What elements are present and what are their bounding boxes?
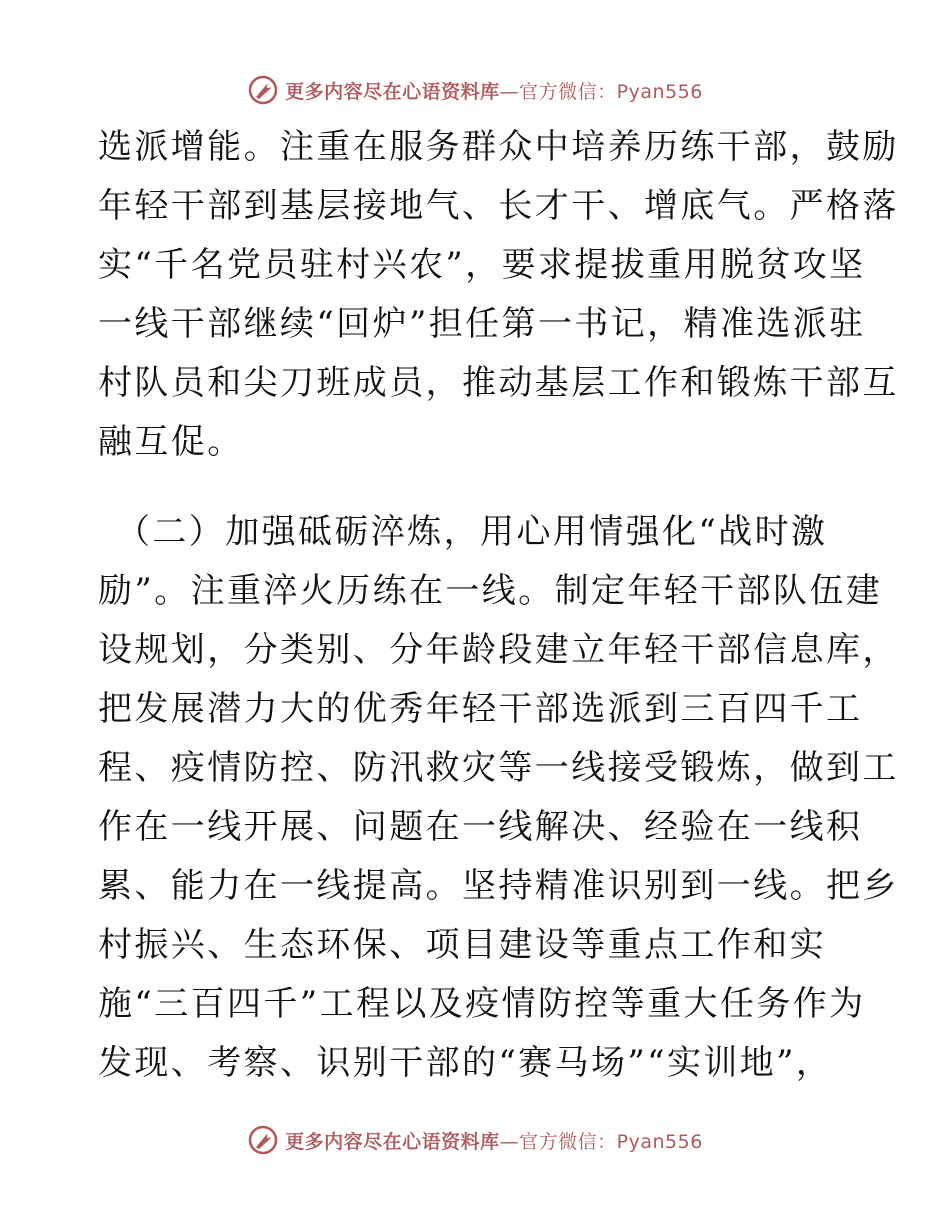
- text-line: 发现、考察、识别干部的“赛马场”“实训地”，: [98, 1043, 833, 1083]
- watermark-wechat: 官方微信：Pyan556: [519, 1130, 703, 1153]
- footer-watermark-banner: [0, 1120, 950, 1160]
- section-heading-line: （二）加强砥砺淬炼，用心用情强化“战时激: [116, 512, 828, 552]
- text-line: 累、能力在一线提高。坚持精准识别到一线。把乡: [98, 866, 899, 906]
- paragraph-1: [98, 118, 899, 472]
- document-body: [98, 118, 899, 1093]
- text-line: 程、疫情防控、防汛救灾等一线接受锻炼，做到工: [98, 748, 899, 788]
- watermark-site-name: 更多内容尽在心语资料库: [285, 80, 500, 103]
- text-line: 把发展潜力大的优秀年轻干部选派到三百四千工: [98, 689, 863, 729]
- text-line: 励”。注重淬火历练在一线。制定年轻干部队伍建: [98, 571, 883, 611]
- text-line: 村队员和尖刀班成员，推动基层工作和锻炼干部互: [98, 363, 899, 403]
- text-line: 作在一线开展、问题在一线解决、经验在一线积: [98, 807, 863, 847]
- text-line: 融互促。: [98, 422, 244, 462]
- text-line: 选派增能。注重在服务群众中培养历练干部，鼓励: [98, 127, 899, 167]
- watermark-text: [285, 1127, 703, 1154]
- text-line: 年轻干部到基层接地气、长才干、增底气。严格落: [98, 186, 899, 226]
- pen-nib-circle-icon: [247, 74, 279, 106]
- watermark-dash: —: [499, 1130, 520, 1153]
- text-line: 实“千名党员驻村兴农”，要求提拔重用脱贫攻坚: [98, 245, 866, 285]
- paragraph-2: [98, 503, 899, 1093]
- watermark-wechat: 官方微信：Pyan556: [519, 80, 703, 103]
- header-watermark-banner: [0, 70, 950, 110]
- watermark-dash: —: [499, 80, 520, 103]
- text-line: 施“三百四千”工程以及疫情防控等重大任务作为: [98, 984, 866, 1024]
- pen-nib-circle-icon: [247, 1124, 279, 1156]
- watermark-site-name: 更多内容尽在心语资料库: [285, 1130, 500, 1153]
- paragraph-gap: [98, 472, 858, 503]
- text-line: 设规划，分类别、分年龄段建立年轻干部信息库，: [98, 630, 899, 670]
- text-line: 一线干部继续“回炉”担任第一书记，精准选派驻: [98, 304, 866, 344]
- text-line: 村振兴、生态环保、项目建设等重点工作和实: [98, 925, 826, 965]
- watermark-text: [285, 77, 703, 104]
